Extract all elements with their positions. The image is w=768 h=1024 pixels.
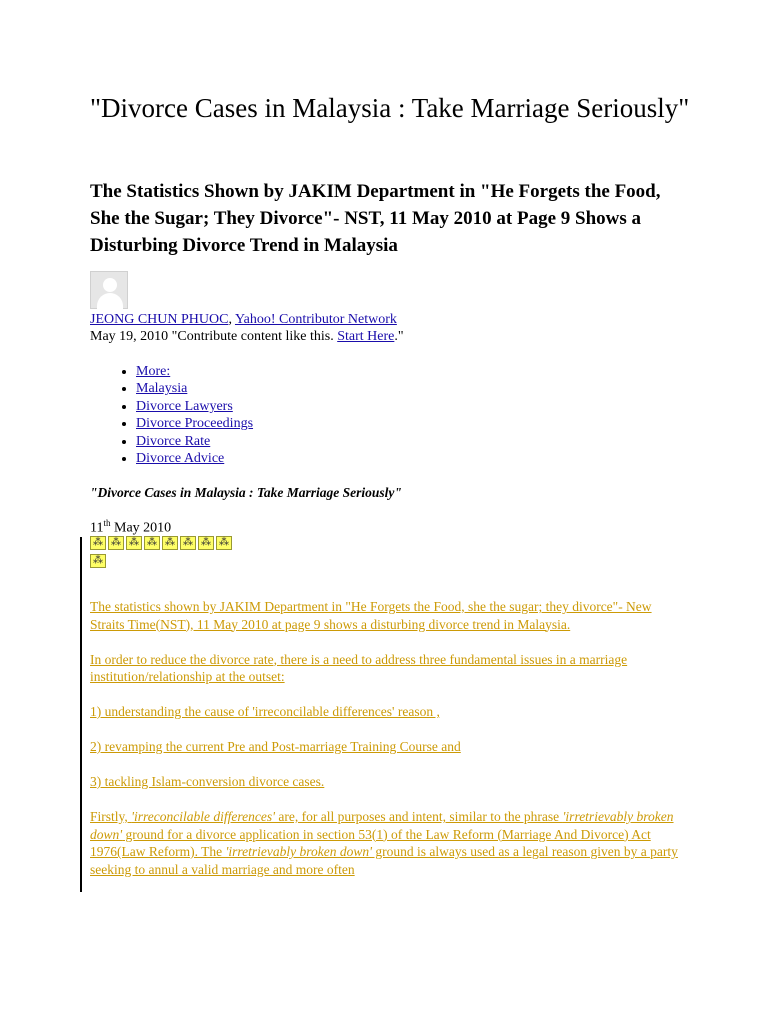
body-date [90, 518, 171, 537]
body-date-day: 11 [90, 520, 104, 536]
broken-image-icon: ⁂ [198, 536, 214, 550]
text-run: ground for a divorce application in section 53(1) of the Law Reform (Marriage And Divorce) Act 1976(Law Reform). The [90, 826, 651, 859]
network-link[interactable]: Yahoo! Contributor Network [234, 312, 397, 327]
publish-date: May 19, 2010 [90, 329, 169, 344]
broken-image-icon: ⁂ [108, 536, 124, 550]
byline-separator: , [228, 312, 232, 327]
tag-item [136, 415, 253, 432]
paragraph: 1) understanding the cause of 'irreconcilable differences' reason , [90, 704, 440, 719]
tag-link-divorce-advice[interactable]: Divorce Advice [136, 451, 225, 467]
tag-item [136, 380, 253, 397]
broken-image-icon: ⁂ [144, 536, 160, 550]
text-run: ground is always used as a legal reason given by a party seeking to annul a valid marriage and more often [90, 844, 678, 877]
tag-item [136, 398, 253, 415]
body-date-suffix: th [103, 518, 111, 528]
text-run: Firstly, [90, 809, 132, 824]
broken-image-icon: ⁂ [126, 536, 142, 550]
article-title: "Divorce Cases in Malaysia : Take Marriage Seriously" [90, 93, 690, 123]
dateline [90, 328, 404, 345]
contribute-suffix: ." [394, 329, 404, 344]
author-link[interactable]: JEONG CHUN PHUOC [90, 312, 229, 327]
italic-phrase: 'irretrievably broken down' [225, 844, 372, 859]
broken-image-icon: ⁂ [90, 536, 106, 550]
italic-phrase: 'irreconcilable differences' [131, 809, 275, 824]
tag-link-divorce-proceedings[interactable]: Divorce Proceedings [136, 416, 254, 432]
tag-link-divorce-lawyers[interactable]: Divorce Lawyers [136, 398, 233, 414]
broken-image-icon: ⁂ [90, 554, 106, 568]
italic-phrase: 'irretrievably broken down' [90, 809, 674, 842]
broken-image-icon: ⁂ [180, 536, 196, 550]
body-date-rest: May 2010 [110, 520, 172, 536]
avatar-head [103, 278, 117, 292]
contribute-text: "Contribute content like this. [171, 329, 334, 344]
author-avatar[interactable] [90, 271, 128, 309]
article-subtitle: The Statistics Shown by JAKIM Department in "He Forgets the Food, She the Sugar; They Divorce"- NST, 11 May 2010 at Page 9 Shows a Disturbing Divorce Trend in Malaysia [90, 181, 661, 256]
body-quote-title: "Divorce Cases in Malaysia : Take Marriage Seriously" [90, 485, 402, 500]
tag-item [136, 450, 253, 467]
paragraph: In order to reduce the divorce rate, there is a need to address three fundamental issues in a marriage institution/relationship at the outset: [90, 651, 628, 684]
tag-item [136, 363, 253, 380]
byline [90, 311, 397, 328]
margin-bar [80, 537, 82, 892]
tag-list [90, 363, 253, 467]
article-body [90, 598, 680, 896]
start-here-link[interactable]: Start Here [337, 329, 395, 344]
paragraph: 2) revamping the current Pre and Post-marriage Training Course and [90, 739, 461, 754]
avatar-body [97, 293, 123, 309]
tag-item [136, 433, 253, 450]
paragraph: The statistics shown by JAKIM Department in "He Forgets the Food, she the sugar; they divorce"- New Straits Time(NST), 11 May 2010 at page 9 shows a disturbing divorce trend in Malaysia. [90, 599, 652, 632]
tag-link-divorce-rate[interactable]: Divorce Rate [136, 433, 211, 449]
broken-image-row [90, 536, 250, 572]
paragraph: 3) tackling Islam-conversion divorce cases. [90, 774, 325, 789]
paragraph [90, 808, 680, 878]
tag-link-more[interactable]: More: [136, 364, 171, 379]
text-run: are, for all purposes and intent, similar to the phrase [275, 809, 563, 824]
broken-image-icon: ⁂ [216, 536, 232, 550]
tag-link-malaysia[interactable]: Malaysia [136, 381, 188, 397]
broken-image-icon: ⁂ [162, 536, 178, 550]
